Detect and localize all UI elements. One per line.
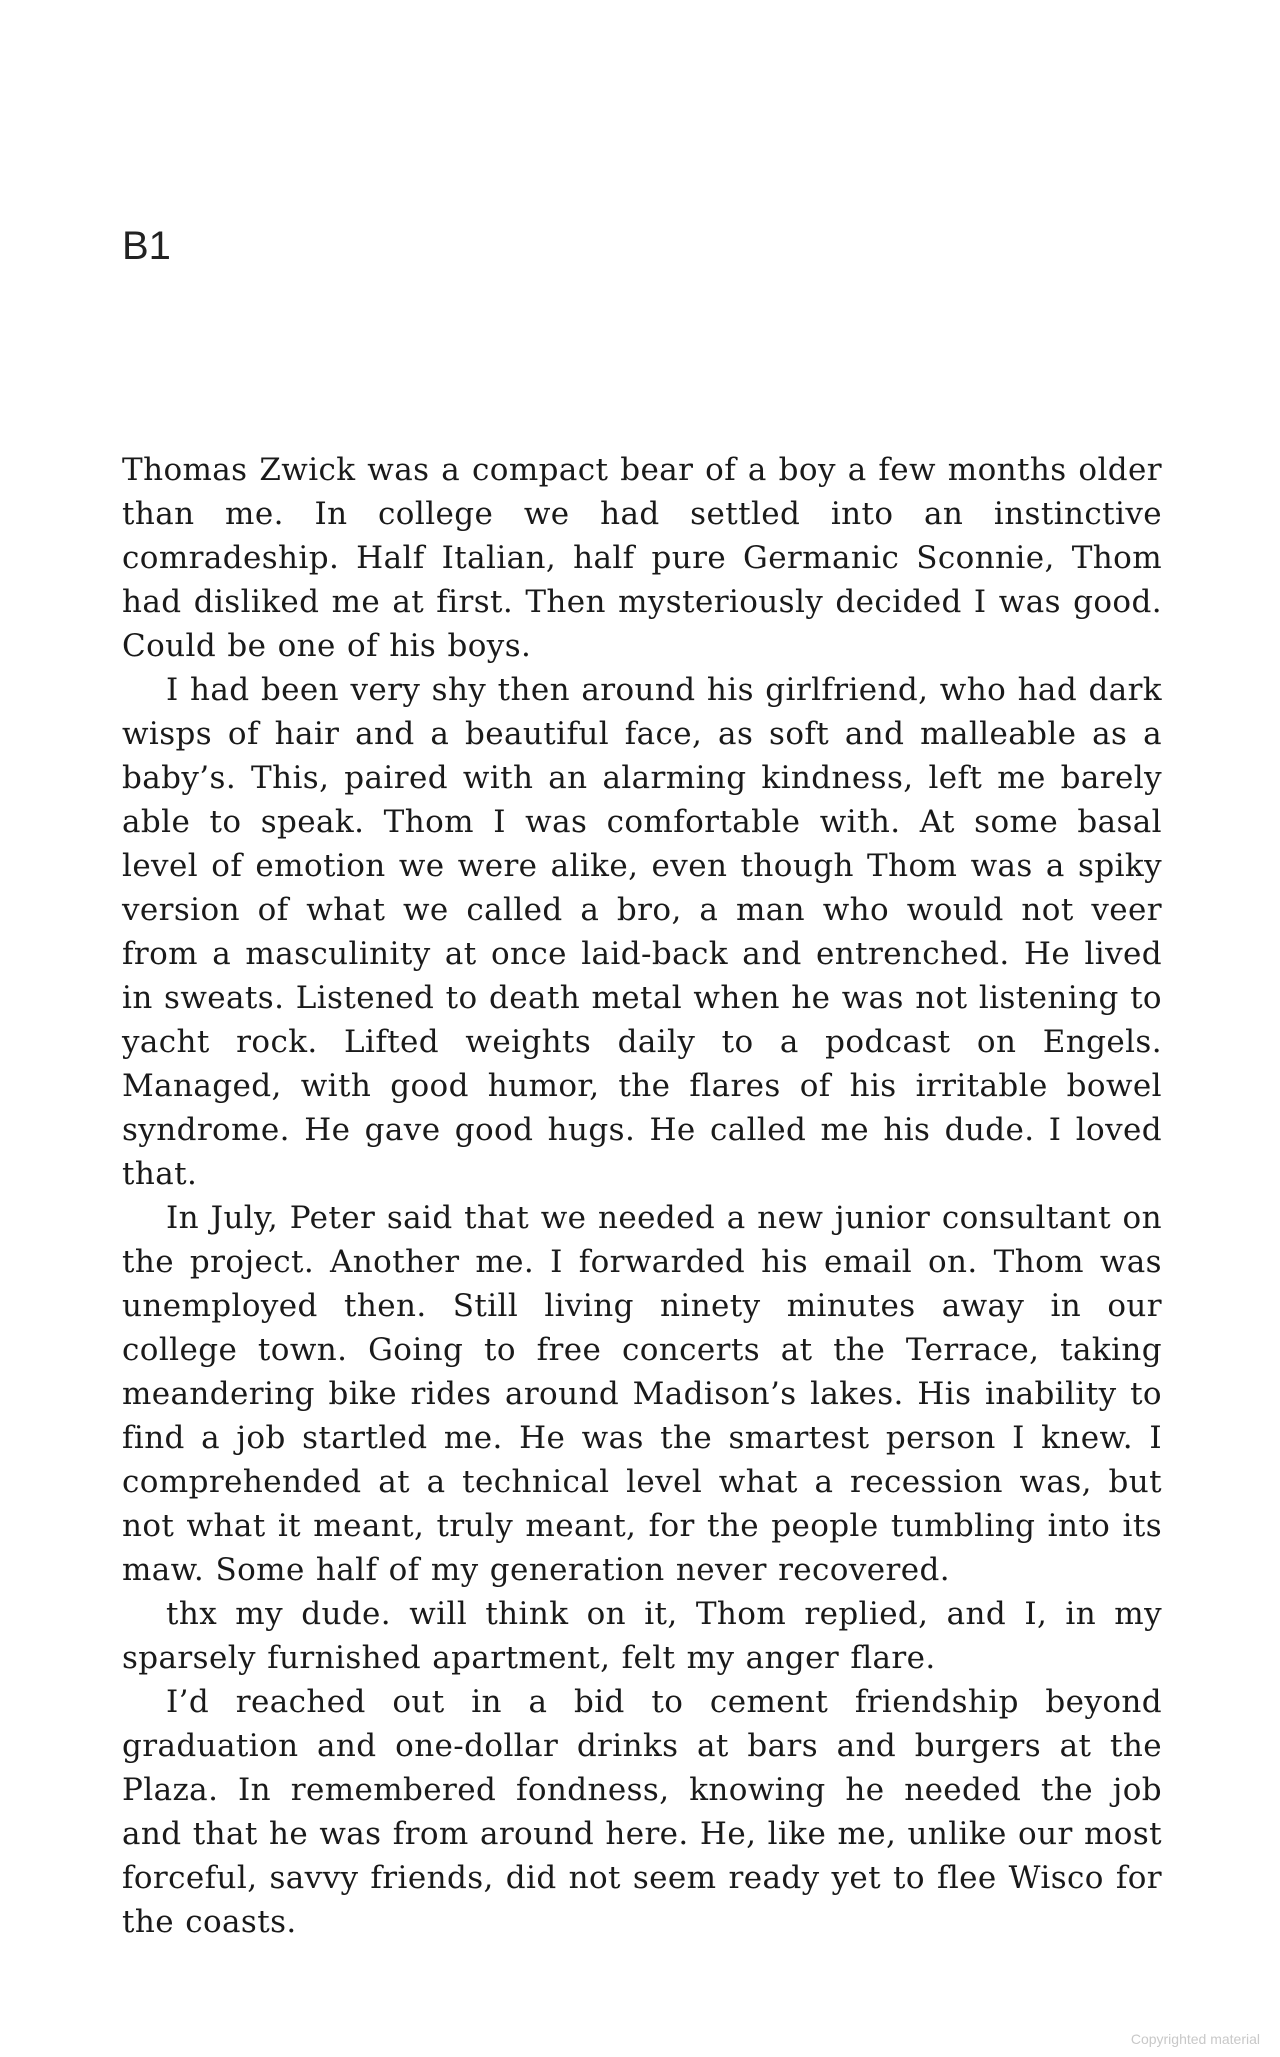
paragraph: Thomas Zwick was a compact bear of a boy a few months older than me. In college we had settled into an instinctive comradeship. Half Italian, half pure Germanic Sconnie, Thom had disliked me at first. Then mysteriously decided I was good. Could be one of his boys. <box>122 452 1162 664</box>
chapter-heading: B1 <box>122 224 171 268</box>
paragraph: I had been very shy then around his girlfriend, who had dark wisps of hair and a beautiful face, as soft and malleable as a baby’s. This, paired with an alarming kindness, left me barely able to speak. Thom I was comfortable with. At some basal level of emotion we were alike, even though Thom was a spiky version of what we called a bro, a man who would not veer from a masculinity at once laid-back and entrenched. He lived in sweats. Listened to death metal when he was not listening to yacht rock. Lifted weights daily to a podcast on Engels. Managed, with good humor, the flares of his irritable bowel syndrome. He gave good hugs. He called me his dude. I loved that. <box>122 672 1162 1192</box>
paragraph: In July, Peter said that we needed a new junior consultant on the project. Another me. I forwarded his email on. Thom was unemployed then. Still living ninety minutes away in our college town. Going to free concerts at the Terrace, taking meandering bike rides around Madison’s lakes. His inability to find a job startled me. He was the smartest person I knew. I comprehended at a technical level what a recession was, but not what it meant, truly meant, for the people tumbling into its maw. Some half of my generation never recovered. <box>122 1200 1162 1588</box>
chapter-body <box>122 448 1162 1944</box>
copyright-watermark: Copyrighted material <box>1130 2031 1260 2047</box>
paragraph: thx my dude. will think on it, Thom replied, and I, in my sparsely furnished apartment, felt my anger flare. <box>122 1596 1162 1676</box>
paragraph: I’d reached out in a bid to cement friendship beyond graduation and one-dollar drinks at bars and burgers at the Plaza. In remembered fondness, knowing he needed the job and that he was from around here. He, like me, unlike our most forceful, savvy friends, did not seem ready yet to flee Wisco for the coasts. <box>122 1684 1162 1940</box>
